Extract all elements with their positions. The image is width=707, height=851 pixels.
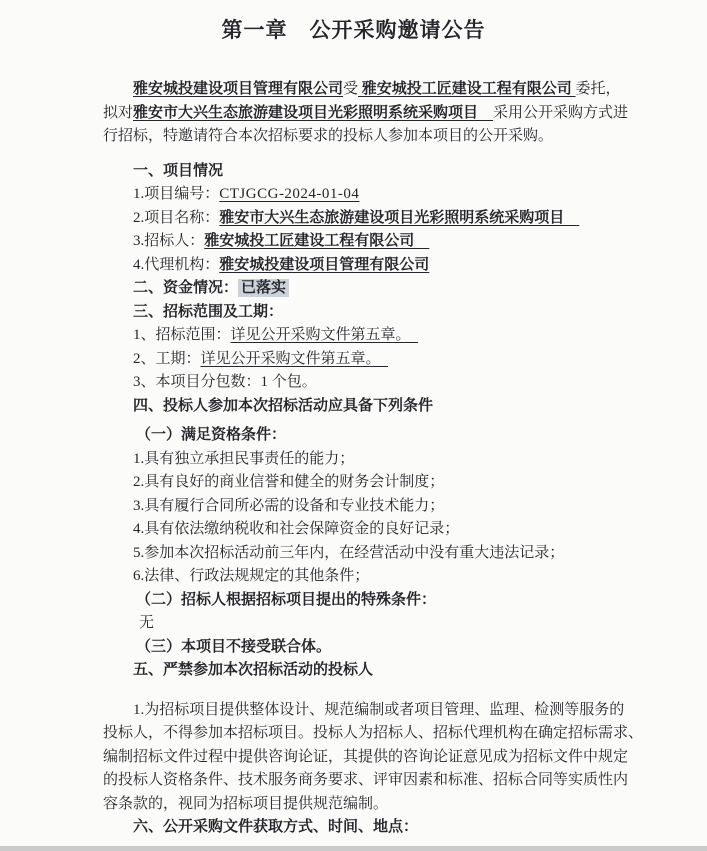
text-segment: 3.具有履行合同所必需的设备和专业技术能力； bbox=[133, 497, 445, 514]
funding-status-highlight: 已落实 bbox=[238, 279, 289, 297]
project-number-item bbox=[103, 183, 648, 207]
text-segment: 3、本项目分包数：1 个包。 bbox=[133, 374, 317, 390]
condition-4 bbox=[103, 518, 648, 542]
underlined-value: 详见公开采购文件第五章。 bbox=[200, 350, 389, 367]
underlined-value: 雅安城投工匠建设工程有限公司 bbox=[204, 233, 430, 249]
section-5-line-4 bbox=[103, 769, 648, 793]
section-2-heading bbox=[103, 277, 648, 301]
text-segment: 投标人，不得参加本招标项目。投标人为招标人、招标代理机构在确定招标需求、 bbox=[103, 725, 644, 741]
text-segment: 委托， bbox=[575, 81, 621, 97]
text-segment: 编制招标文件过程中提供咨询论证，其提供的咨询论证意见成为招标文件中规定 bbox=[103, 748, 629, 765]
section-5-line-2 bbox=[103, 722, 648, 746]
text-segment: 受 bbox=[343, 81, 359, 97]
underlined-value: CTJGCG-2024-01-04 bbox=[219, 186, 360, 202]
text-segment: 拟对 bbox=[103, 104, 134, 121]
section-5-line-3 bbox=[103, 746, 648, 770]
text-segment: 1.项目编号： bbox=[133, 186, 220, 202]
text-segment: 无 bbox=[139, 615, 155, 631]
underlined-value: 雅安城投建设项目管理有限公司 bbox=[133, 81, 344, 97]
text-segment: 的投标人资格条件、技术服务商务要求、评审因素和标准、招标合同等实质性内 bbox=[103, 772, 629, 788]
section-5-line-5 bbox=[103, 793, 648, 817]
intro-line-1 bbox=[103, 78, 648, 102]
agency-item bbox=[103, 254, 648, 278]
text-segment: 二、资金情况： bbox=[133, 280, 239, 296]
text-segment: 五、严禁参加本次招标活动的投标人 bbox=[133, 662, 374, 678]
document-content bbox=[103, 78, 648, 840]
text-segment: （一）满足资格条件： bbox=[136, 427, 287, 443]
text-segment: 3.招标人： bbox=[133, 233, 205, 249]
text-segment: 六、公开采购文件获取方式、时间、地点： bbox=[133, 819, 419, 835]
section-3-heading bbox=[103, 301, 648, 325]
underlined-value: 雅安市大兴生态旅游建设项目光彩照明系统采购项目 bbox=[133, 104, 494, 121]
text-segment: （二）招标人根据招标项目提出的特殊条件： bbox=[136, 591, 437, 608]
text-segment: 四、投标人参加本次招标活动应具备下列条件 bbox=[133, 397, 434, 414]
condition-6 bbox=[103, 565, 648, 589]
scan-edge-artifact bbox=[0, 846, 707, 851]
tenderee-item bbox=[103, 230, 648, 254]
duration-item bbox=[103, 348, 648, 372]
text-segment: 2.具有良好的商业信誉和健全的财务会计制度； bbox=[133, 474, 445, 490]
underlined-value: 雅安城投建设项目管理有限公司 bbox=[219, 256, 430, 273]
sub-2-value bbox=[103, 612, 648, 636]
text-segment: （三）本项目不接受联合体。 bbox=[136, 638, 332, 655]
text-segment: 4.代理机构： bbox=[133, 256, 220, 273]
sub-2-heading bbox=[103, 589, 648, 613]
section-4-heading bbox=[103, 395, 648, 419]
text-segment: 4.具有依法缴纳税收和社会保障资金的良好记录； bbox=[133, 521, 460, 537]
text-segment: 2、工期： bbox=[133, 350, 201, 367]
text-segment: 1、招标范围： bbox=[133, 327, 231, 343]
condition-3 bbox=[103, 495, 648, 519]
underlined-value: 详见公开采购文件第五章。 bbox=[230, 327, 419, 343]
section-5-line-1 bbox=[103, 699, 648, 723]
project-name-item bbox=[103, 207, 648, 231]
sub-1-heading bbox=[103, 424, 648, 448]
underlined-value: 雅安城投工匠建设工程有限公司 bbox=[358, 81, 576, 97]
section-1-heading bbox=[103, 160, 648, 184]
bid-scope-item bbox=[103, 324, 648, 348]
section-5-heading bbox=[103, 659, 648, 683]
text-segment: 一、项目情况 bbox=[133, 162, 224, 179]
chapter-title: 第一章 公开采购邀请公告 bbox=[221, 18, 486, 42]
sub-3-heading bbox=[103, 636, 648, 660]
text-segment: 采用公开采购方式进 bbox=[493, 104, 629, 121]
text-segment: 6.法律、行政法规规定的其他条件； bbox=[133, 568, 370, 584]
condition-1 bbox=[103, 448, 648, 472]
text-segment: 5.参加本次招标活动前三年内，在经营活动中没有重大违法记录； bbox=[133, 544, 565, 561]
package-count-item bbox=[103, 371, 648, 395]
text-segment: 1.为招标项目提供整体设计、规范编制或者项目管理、监理、检测等服务的 bbox=[133, 701, 625, 718]
text-segment: 容条款的，视同为招标项目提供规范编制。 bbox=[103, 795, 389, 812]
text-segment: 2.项目名称： bbox=[133, 209, 220, 226]
condition-2 bbox=[103, 471, 648, 495]
intro-line-3 bbox=[103, 125, 648, 149]
intro-line-2 bbox=[103, 102, 648, 126]
underlined-value: 雅安市大兴生态旅游建设项目光彩照明系统采购项目 bbox=[219, 209, 580, 226]
condition-5 bbox=[103, 542, 648, 566]
text-segment: 行招标，特邀请符合本次招标要求的投标人参加本项目的公开采购。 bbox=[103, 128, 554, 144]
text-segment: 三、招标范围及工期： bbox=[133, 303, 284, 320]
text-segment: 1.具有独立承担民事责任的能力； bbox=[133, 450, 355, 467]
section-6-heading bbox=[103, 816, 648, 840]
